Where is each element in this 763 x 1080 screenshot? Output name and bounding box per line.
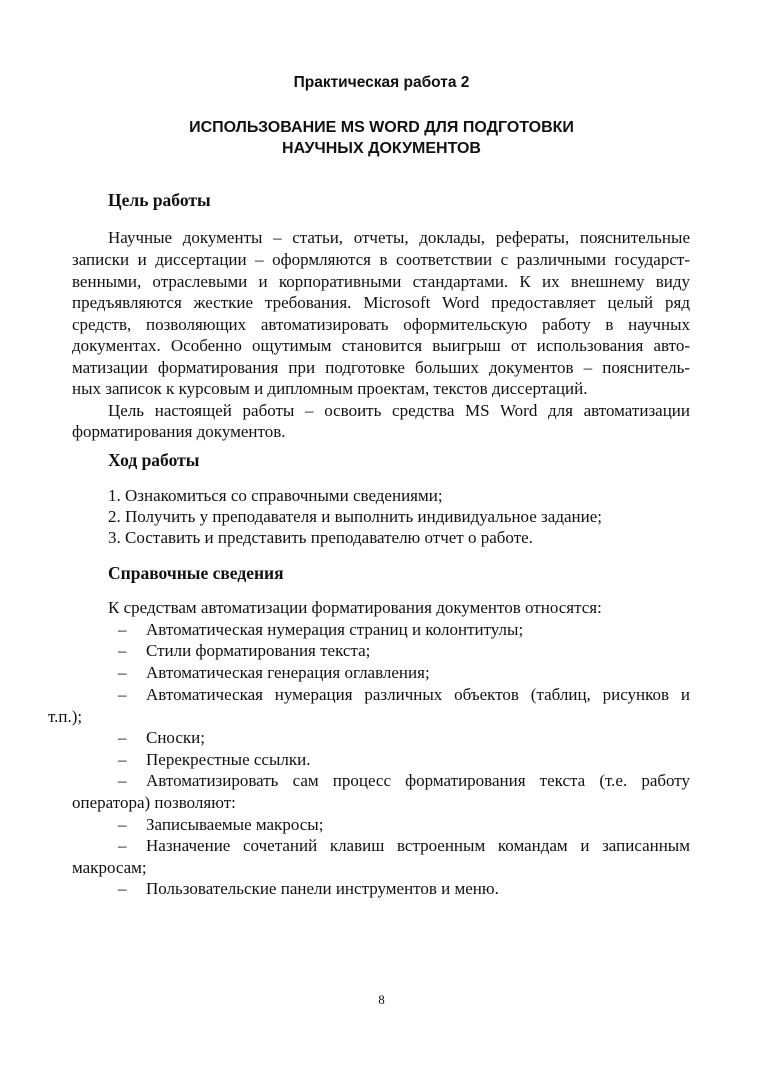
list-item: Автоматическая нумерация различных объектов (таблиц, рисунков и xyxy=(146,685,690,704)
list-item-continuation: оператора) позволяют: xyxy=(72,793,236,812)
dash-bullet: – xyxy=(118,641,127,660)
page-number: 8 xyxy=(378,992,385,1007)
goal-paragraph-line: венными, отраслевыми и корпоративными стандартами. К их внешнему виду xyxy=(72,272,690,291)
goal-paragraph-line: документах. Особенно ощутимым становится выигрыш от использования авто- xyxy=(72,336,690,355)
dash-bullet: – xyxy=(118,879,127,898)
work-label: Практическая работа 2 xyxy=(293,74,470,91)
goal-paragraph-line: Научные документы – статьи, отчеты, доклады, рефераты, пояснительные xyxy=(108,228,690,247)
reference-heading: Справочные сведения xyxy=(108,563,284,583)
dash-bullet: – xyxy=(118,750,127,769)
list-item-continuation: т.п.); xyxy=(48,707,83,726)
list-item: Назначение сочетаний клавиш встроенным командам и записанным xyxy=(146,836,690,855)
procedure-heading: Ход работы xyxy=(108,450,200,470)
list-item: Перекрестные ссылки. xyxy=(146,750,311,769)
list-item: Автоматическая генерация оглавления; xyxy=(146,663,430,682)
goal-paragraph-line: средств, позволяющих автоматизировать оформительскую работу в научных xyxy=(72,315,690,334)
dash-bullet: – xyxy=(118,836,127,855)
goal-paragraph-line: матизации форматирования при подготовке больших документов – пояснитель- xyxy=(72,358,690,377)
procedure-step: 3. Составить и представить преподавателю отчет о работе. xyxy=(108,528,533,547)
list-item: Сноски; xyxy=(146,728,205,747)
title-line-2: НАУЧНЫХ ДОКУМЕНТОВ xyxy=(282,140,481,157)
goal-heading: Цель работы xyxy=(108,190,211,210)
list-item: Записываемые макросы; xyxy=(146,815,324,834)
list-item: Автоматизировать сам процесс форматирования текста (т.е. работу xyxy=(146,771,690,790)
dash-bullet: – xyxy=(118,771,127,790)
list-item: Стили форматирования текста; xyxy=(146,641,371,660)
dash-bullet: – xyxy=(118,663,127,682)
dash-bullet: – xyxy=(118,815,127,834)
procedure-step: 1. Ознакомиться со справочными сведениями; xyxy=(108,486,443,505)
title-line-1: ИСПОЛЬЗОВАНИЕ MS WORD ДЛЯ ПОДГОТОВКИ xyxy=(189,119,574,136)
dash-bullet: – xyxy=(118,620,127,639)
goal-paragraph-line: ных записок к курсовым и дипломным проектам, текстов диссертаций. xyxy=(72,379,588,398)
list-item-continuation: макросам; xyxy=(72,858,147,877)
list-item: Автоматическая нумерация страниц и колонтитулы; xyxy=(146,620,524,639)
goal-paragraph2-line: форматирования документов. xyxy=(72,422,286,441)
goal-paragraph-line: записки и диссертации – оформляются в соответствии с различными государст- xyxy=(72,250,690,269)
dash-bullet: – xyxy=(118,728,127,747)
dash-bullet: – xyxy=(118,685,127,704)
goal-paragraph2-line: Цель настоящей работы – освоить средства MS Word для автоматизации xyxy=(108,401,690,420)
reference-intro: К средствам автоматизации форматирования документов относятся: xyxy=(108,598,602,617)
goal-paragraph-line: предъявляются жесткие требования. Microsoft Word предоставляет целый ряд xyxy=(72,293,690,312)
procedure-step: 2. Получить у преподавателя и выполнить индивидуальное задание; xyxy=(108,507,602,526)
list-item: Пользовательские панели инструментов и меню. xyxy=(146,879,499,898)
